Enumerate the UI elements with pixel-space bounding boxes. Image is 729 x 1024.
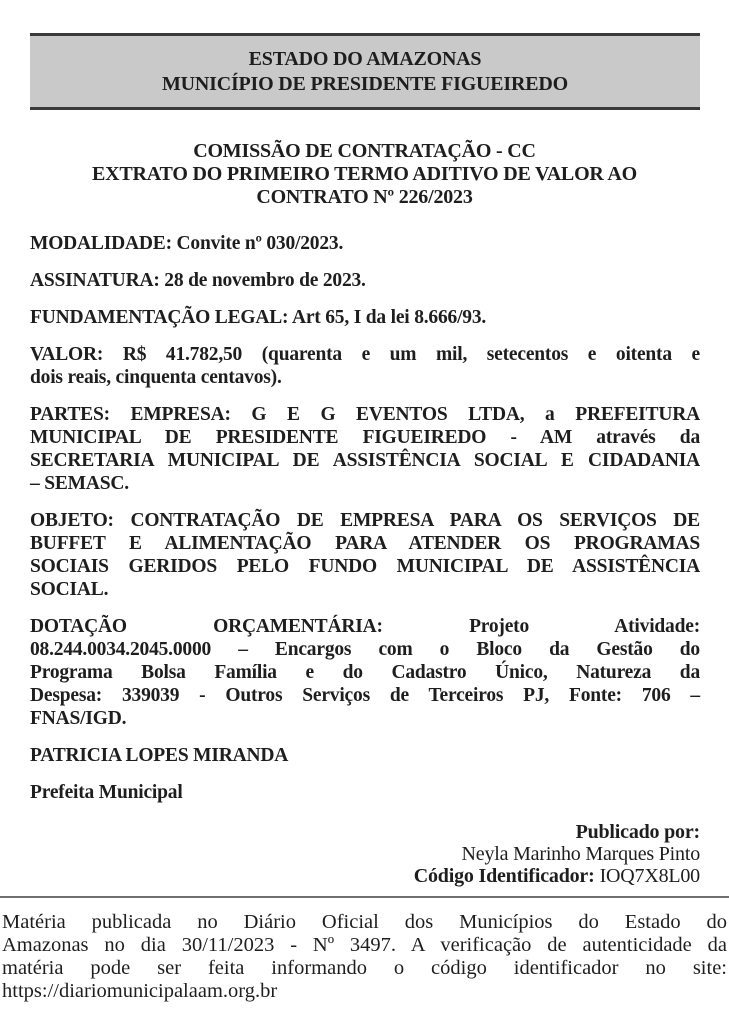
objeto-line: BUFFET E ALIMENTAÇÃO PARA ATENDER OS PROGRAMAS [30,533,700,554]
footer-line: matéria pode ser feita informando o código identificador no site: [2,957,727,979]
masthead-municipality: MUNICÍPIO DE PRESIDENTE FIGUEIREDO [161,72,569,95]
footer-url: https://diariomunicipalaam.org.br [2,980,278,1002]
identifier-value: IOQ7X8L00 [599,865,700,887]
objeto-line: SOCIAIS GERIDOS PELO FUNDO MUNICIPAL DE ASSISTÊNCIA [30,556,700,577]
masthead-box [30,33,700,110]
dotacao-line: FNAS/IGD. [30,708,127,729]
published-by-label: Publicado por: [575,821,700,843]
published-by-name: Neyla Marinho Marques Pinto [461,843,700,865]
footer-note [0,906,729,1003]
valor-line: dois reais, cinquenta centavos). [30,367,282,388]
article-body [30,232,700,887]
partes-line: SECRETARIA MUNICIPAL DE ASSISTÊNCIA SOCIAL E CIDADANIA [30,450,700,471]
objeto-line: SOCIAL. [30,579,109,600]
signatory-role: Prefeita Municipal [30,782,183,803]
fundamentacao-paragraph: FUNDAMENTAÇÃO LEGAL: Art 65, I da lei 8.666/93. [30,307,487,328]
identifier-label: Código Identificador: [413,865,595,887]
divider-rule [0,896,729,898]
partes-paragraph [30,403,700,495]
title-contract-number: CONTRATO Nº 226/2023 [256,186,473,208]
modalidade-paragraph: MODALIDADE: Convite nº 030/2023. [30,233,344,254]
identifier-line [30,865,700,887]
valor-paragraph [30,343,700,389]
dotacao-line: 08.244.0034.2045.0000 – Encargos com o Bloco da Gestão do [30,639,700,660]
partes-line: – SEMASC. [30,473,129,494]
published-by-block [30,821,700,887]
partes-line: MUNICIPAL DE PRESIDENTE FIGUEIREDO - AM através da [30,427,700,448]
masthead-state: ESTADO DO AMAZONAS [248,47,482,70]
signatory-name: PATRICIA LOPES MIRANDA [30,745,289,766]
footer-line: Amazonas no dia 30/11/2023 - Nº 3497. A verificação de autenticidade da [2,934,727,956]
article-title [30,140,699,209]
dotacao-paragraph [30,615,700,730]
objeto-line: OBJETO: CONTRATAÇÃO DE EMPRESA PARA OS SERVIÇOS DE [30,510,700,531]
valor-line: VALOR: R$ 41.782,50 (quarenta e um mil, setecentos e oitenta e [30,344,700,365]
footer-line: Matéria publicada no Diário Oficial dos Municípios do Estado do [2,911,727,933]
partes-line: PARTES: EMPRESA: G E G EVENTOS LTDA, a PREFEITURA [30,404,700,425]
dotacao-line: Despesa: 339039 - Outros Serviços de Terceiros PJ, Fonte: 706 – [30,685,700,706]
dotacao-line: Programa Bolsa Família e do Cadastro Único, Natureza da [30,662,700,683]
dotacao-line: DOTAÇÃO ORÇAMENTÁRIA: Projeto Atividade: [30,616,700,637]
assinatura-paragraph: ASSINATURA: 28 de novembro de 2023. [30,270,366,291]
title-commission: COMISSÃO DE CONTRATAÇÃO - CC [193,140,536,162]
objeto-paragraph [30,509,700,601]
title-extract: EXTRATO DO PRIMEIRO TERMO ADITIVO DE VALOR AO [92,163,637,185]
